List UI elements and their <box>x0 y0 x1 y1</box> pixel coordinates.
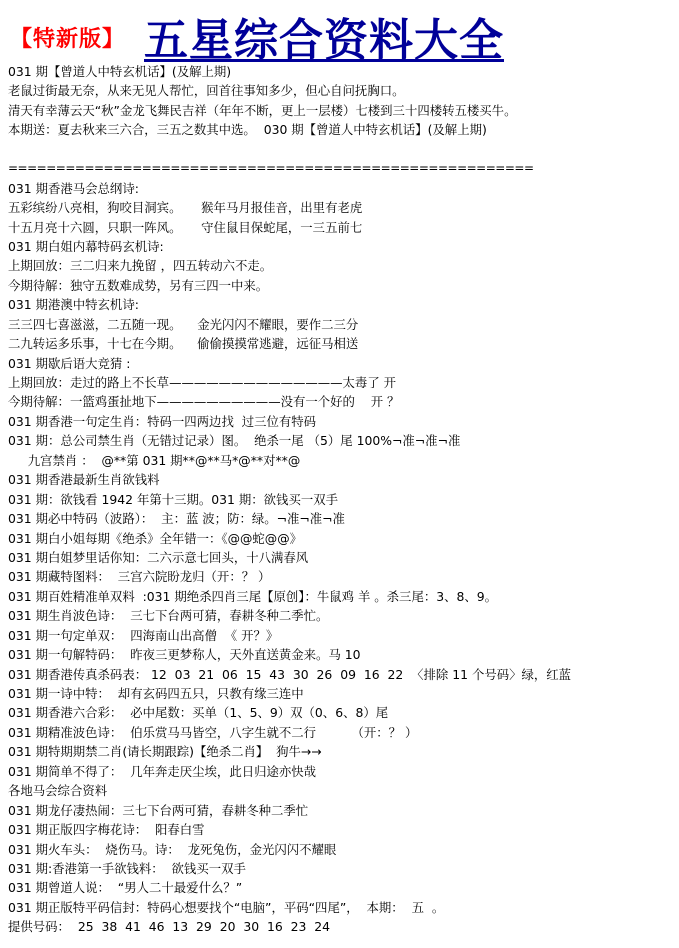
text-line: 各地马会综合资料 <box>8 783 108 799</box>
text-line: 031 期龙仔凄热闹：三七下台两可猜，春耕冬种二季忙 <box>8 802 309 818</box>
edition-label: 【特新版】 <box>10 27 126 52</box>
text-line: 031 期歇后语大竞猜 : <box>8 355 131 371</box>
text-line: 031 期精准波色诗： 伯乐赏马马皆空，八字生就不二行 （开：？ ） <box>8 724 418 740</box>
text-line: 031 期正版四字梅花诗： 阳春白雪 <box>8 822 205 838</box>
text-line: 031 期：总公司禁生肖（无错过记录）图。 绝杀一尾 （5）尾 100%¬准¬准¬准 <box>8 433 461 449</box>
text-line: 031 期香港最新生肖欲钱料 <box>8 472 160 488</box>
text-line: 031 期藏特图料： 三宫六院盼龙归（开：？ ） <box>8 569 271 585</box>
text-line: 031 期火车头： 烧伤马。诗： 龙死兔伤，金光闪闪不耀眼 <box>8 841 337 857</box>
text-line: 031 期曾道人说： “男人二十最爱什么？” <box>8 880 243 896</box>
text-line: 031 期一句解特码： 昨夜三更梦称人，天外直送黄金来。马 10 <box>8 647 361 663</box>
text-line: 031 期一诗中特： 却有玄码四五只，只教有缘三连中 <box>8 686 304 701</box>
text-line: 031 期白小姐每期《绝杀》全年错一：《@@蛇@@》 <box>8 530 302 546</box>
text-line: 上期回放：走过的路上不长草——————————————太毒了 开 <box>8 375 397 390</box>
text-line: 今期待解：一篮鸡蛋扯地下——————————没有一个好的 开 ？ <box>8 394 400 410</box>
text-line: 九宫禁肖 ： @**第 031 期**@**马*@**对**@ <box>8 452 301 468</box>
blank-line <box>8 140 676 159</box>
text-line: 清天有幸薄云天“秋”金龙飞舞民吉祥（年年不断，更上一层楼）七楼到三十四楼转五楼买牛。 <box>8 102 517 118</box>
text-line: 031 期简单不得了： 几年奔走厌尘埃，此日归途亦快哉 <box>8 763 317 779</box>
text-line: 031 期：欲钱看 1942 年第十三期。031 期：欲钱买一双手 <box>8 491 339 507</box>
text-line: 今期待解：独守五数难成势，另有三四一中来。 <box>8 277 269 293</box>
text-line: 十五月亮十六圆，只职一阵风。 守住鼠目保蛇尾，一三五前七 <box>8 219 363 235</box>
text-line: 031 期香港传真杀码表： 12 03 21 06 15 43 30 26 09 16 22 〈排除 11 个号码〉绿，红蓝 <box>8 666 572 682</box>
document-body <box>8 62 676 937</box>
text-line: 五彩缤纷八亮相，狗咬目洞宾。 猴年马月报佳音，出里有老虎 <box>8 200 363 216</box>
text-line: 031 期正版特平码信封：特码心想要找个“电脑”，平码“四尾”， 本期： 五 。 <box>8 899 445 915</box>
text-line: 031 期白姐梦里话你知：二六示意七回头，十八满春风 <box>8 549 309 565</box>
text-line: 031 期百姓精准单双料 :031 期绝杀四肖三尾【原创】：牛鼠鸡 羊 。杀三尾：3、8、9。 <box>8 588 498 604</box>
text-line: 老鼠过街最无奈，从来无见人帮忙，回首往事知多少，但心自问抚胸口。 <box>8 83 405 99</box>
text-line: 031 期一句定单双： 四海南山出高僧 《 开？》 <box>8 627 279 643</box>
text-line: 二九转运多乐事，十七在今期。 偷偷摸摸常逃避，远征马相送 <box>8 336 359 352</box>
text-line: 031 期:香港第一手欲钱料： 欲钱买一双手 <box>8 860 246 876</box>
text-line: 本期送：夏去秋来三六合，三五之数其中选。 030 期【曾道人中特玄机话】(及解上期) <box>8 122 487 138</box>
text-line: 上期回放：三二归来九挽留 ，四五转动六不走。 <box>8 258 273 274</box>
text-line: 031 期香港一句定生肖：特码一四两边找 过三位有特码 <box>8 413 317 429</box>
text-line: 031 期【曾道人中特玄机话】(及解上期) <box>8 64 232 79</box>
page-title: 五星综合资料大全 <box>144 15 504 66</box>
text-line: 三三四七喜滋滋，二五随一现。 金光闪闪不耀眼，要作二三分 <box>8 316 359 332</box>
text-line: 031 期香港马会总纲诗: <box>8 180 139 196</box>
text-line: 031 期白姐内幕特码玄机诗: <box>8 238 164 254</box>
text-line: 031 期生肖波色诗： 三七下台两可猜，春耕冬种二季忙。 <box>8 608 329 624</box>
text-line: 031 期必中特码（波路）： 主：蓝 波；防：绿。¬准¬准¬准 <box>8 511 345 527</box>
text-line: 031 期港澳中特玄机诗: <box>8 297 139 313</box>
page-header <box>4 4 674 66</box>
text-line: 031 期特期期禁二肖(请长期跟踪)【绝杀二肖】 狗牛→→ <box>8 744 322 760</box>
text-line: 031 期香港六合彩： 必中尾数：买单（1、5、9）双（0、6、8）尾 <box>8 705 389 721</box>
separator-line: ======================================================= <box>8 161 534 176</box>
text-line: 提供号码： 25 38 41 46 13 29 20 30 16 23 24 <box>8 919 331 935</box>
